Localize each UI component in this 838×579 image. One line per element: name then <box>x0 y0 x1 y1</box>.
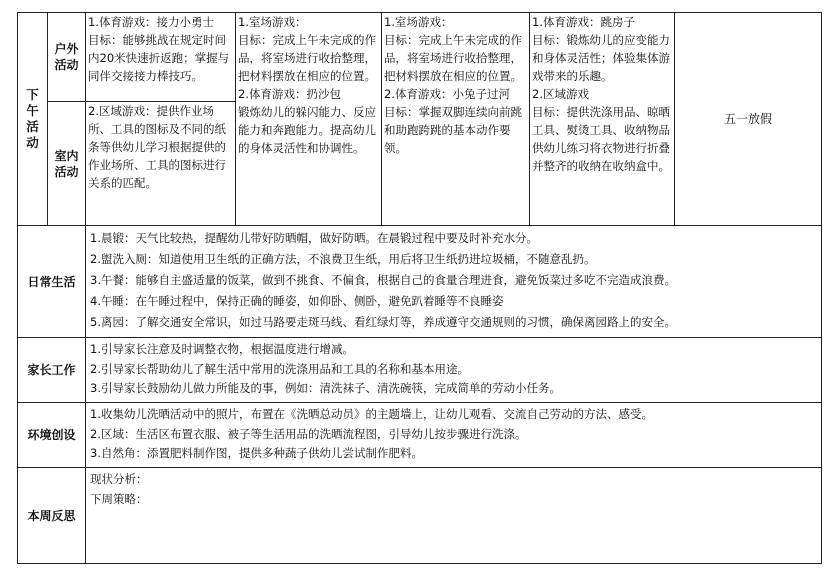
outdoor-label <box>48 13 86 102</box>
environment-item-1: 1.收集幼儿洗晒活动中的照片，布置在《洗晒总动员》的主题墙上，让幼儿观看、交流自己劳动的方法、感受。 <box>90 407 653 421</box>
environment-item-2: 2.区域：生活区布置衣服、被子等生活用品的洗晒流程图，引导幼儿按步骤进行洗涤。 <box>90 426 527 441</box>
environment-row <box>18 403 822 468</box>
reflection-row <box>18 468 822 564</box>
daily-life-row <box>18 226 822 338</box>
afternoon-col3 <box>382 13 530 226</box>
col1-indoor-line1: 2.区域游戏：提供作业场所、工具的图标及不同的纸条等供幼儿学习根据提供的作业场所、工具的图标进行关系的匹配。 <box>88 104 226 190</box>
parents-item-3: 3.引导家长鼓励幼儿做力所能及的事，例如：清洗袜子、清洗碗筷，完成简单的劳动小任务。 <box>90 381 561 395</box>
indoor-label-text: 室内活动 <box>54 148 79 179</box>
col4-line2: 目标：锻炼幼儿的应变能力和身体灵活性；体验集体游戏带来的乐趣。 <box>532 33 670 83</box>
col2-line4: 锻炼幼儿的躲闪能力、反应能力和奔跑能力。提高幼儿的身体灵活性和协调性。 <box>238 105 376 155</box>
environment-item-3: 3.自然角：添置肥料制作图，提供多种蔬子供幼儿尝试制作肥料。 <box>90 446 423 460</box>
daily-item-2: 2.盥洗入厕：知道使用卫生纸的正确方法，不浪费卫生纸，用后将卫生纸扔进垃圾桶，不随意乱扔。 <box>90 252 596 266</box>
afternoon-col2 <box>236 13 382 226</box>
daily-item-4: 4.午睡：在午睡过程中，保持正确的睡姿，如仰卧、侧卧，避免趴着睡等不良睡姿 <box>90 294 504 308</box>
reflection-content <box>86 468 822 564</box>
holiday-cell: 五一放假 <box>675 13 822 226</box>
col2-line1: 1.室场游戏： <box>238 15 307 29</box>
weekly-plan-table <box>17 12 822 564</box>
col1-outdoor-line1: 1.体育游戏：接力小勇士 <box>88 15 214 29</box>
col4-line3: 2.区域游戏 <box>532 87 589 101</box>
col4-line4: 目标：提供洗涤用品、晾晒工具、熨烫工具、收纳物品供幼儿练习将衣物进行折叠并整齐的收纳在收纳盒中。 <box>532 105 670 173</box>
reflection-analysis: 现状分析： <box>90 472 148 486</box>
reflection-label: 本周反思 <box>18 468 86 564</box>
afternoon-label <box>18 13 48 226</box>
parents-item-1: 1.引导家长注意及时调整衣物，根据温度进行增减。 <box>90 342 354 356</box>
outdoor-label-text: 户外活动 <box>54 42 79 72</box>
daily-item-1: 1.晨锻：天气比较热，提醒幼儿带好防晒帽，做好防晒。在晨锻过程中要及时补充水分。 <box>90 231 538 245</box>
parents-item-2: 2.引导家长帮助幼儿了解生活中常用的洗涤用品和工具的名称和基本用途。 <box>90 361 469 376</box>
indoor-label <box>48 102 86 226</box>
daily-life-label: 日常生活 <box>18 226 86 338</box>
parents-row <box>18 338 822 403</box>
afternoon-label-text: 下午活动 <box>26 87 39 150</box>
col3-line2: 目标：完成上午未完成的作品，将室场进行收拾整理，把材料摆放在相应的位置。 <box>384 33 522 83</box>
afternoon-col1-indoor <box>86 102 236 226</box>
afternoon-col4 <box>530 13 675 226</box>
daily-life-content <box>86 226 822 338</box>
col4-line1: 1.体育游戏：跳房子 <box>532 15 635 29</box>
environment-label: 环境创设 <box>18 403 86 468</box>
col2-line3: 2.体育游戏：扔沙包 <box>238 87 341 101</box>
col3-line1: 1.室场游戏： <box>384 15 453 29</box>
environment-content <box>86 403 822 468</box>
col1-outdoor-line2: 目标：能够挑战在规定时间内20米快速折返跑；掌握与同伴交接接力棒技巧。 <box>88 33 230 83</box>
col3-line3: 2.体育游戏：小兔子过河 <box>384 87 510 101</box>
afternoon-outdoor-row <box>18 13 822 102</box>
col2-line2: 目标：完成上午未完成的作品，将室场进行收拾整理，把材料摆放在相应的位置。 <box>238 33 376 83</box>
daily-item-3: 3.午餐：能够自主盛适量的饭菜，做到不挑食、不偏食，根据自己的食量合理进食，避免饭菜过多吃不完造成浪费。 <box>90 273 676 287</box>
col3-line4: 目标：掌握双脚连续向前跳和助跑跨跳的基本动作要领。 <box>384 105 522 155</box>
daily-item-5: 5.离园：了解交通安全常识，如过马路要走斑马线、看红绿灯等，养成遵守交通规则的习惯，确保离园路上的安全。 <box>90 315 676 329</box>
parents-content <box>86 338 822 403</box>
parents-label: 家长工作 <box>18 338 86 403</box>
afternoon-col1-outdoor <box>86 13 236 102</box>
reflection-strategy: 下周策略： <box>90 491 148 506</box>
